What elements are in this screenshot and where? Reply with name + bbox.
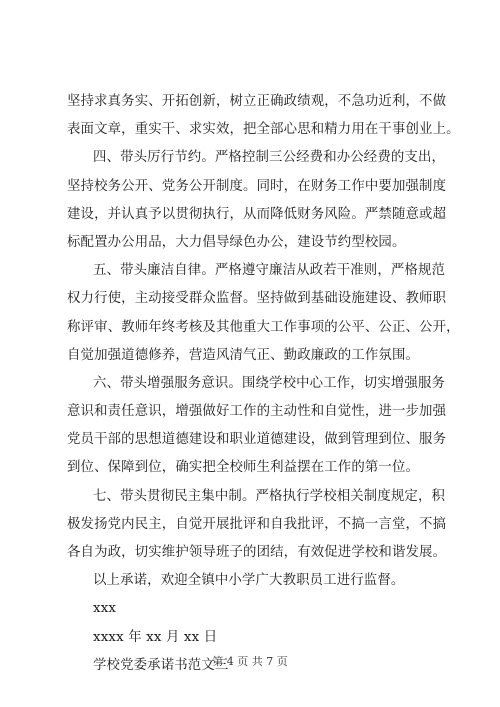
section-heading: 学校党委承诺书范文三 — [93, 657, 229, 673]
text-line: 坚持校务公开、党务公开制度。同时，在财务工作中要加强制度 — [67, 178, 447, 194]
text-line: 以上承诺，欢迎全镇中小学广大教职员工进行监督。 — [93, 573, 405, 589]
text-line: 意识和责任意识，增强做好工作的主动性和自觉性，进一步加强 — [67, 404, 447, 420]
text-line: 到位、保障到位，确实把全校师生利益摆在工作的第一位。 — [67, 460, 420, 476]
text-line: 五、带头廉洁自律。严格遵守廉洁从政若干准则，严格规范 — [93, 263, 446, 279]
page-number-footer: 第 4 页 共 7 页 — [212, 655, 288, 668]
text-line: 各自为政，切实维护领导班子的团结，有效促进学校和谐发展。 — [67, 545, 447, 560]
text-line: 标配置办公用品，大力倡导绿色办公，建设节约型校园。 — [67, 234, 406, 250]
text-line: 六、带头增强服务意识。围绕学校中心工作，切实增强服务 — [93, 375, 446, 391]
text-line: 七、带头贯彻民主集中制。严格执行学校相关制度规定，积 — [93, 488, 446, 504]
text-line: 表面文章，重实干、求实效，把全部心思和精力用在干事创业上。 — [67, 122, 460, 138]
text-line: 坚持求真务实、开拓创新，树立正确政绩观，不急功近利，不做 — [67, 94, 447, 109]
text-line: 建设，并认真予以贯彻执行，从而降低财务风险。严禁随意或超 — [67, 206, 447, 222]
text-line: 极发扬党内民主，自觉开展批评和自我批评，不搞一言堂，不搞 — [67, 516, 447, 532]
text-line: 权力行使，主动接受群众监督。坚持做到基础设施建设、教师职 — [67, 291, 447, 307]
document-body — [67, 88, 460, 680]
text-line: 自觉加强道德修养，营造风清气正、勤政廉政的工作氛围。 — [67, 347, 420, 363]
text-line: 四、带头厉行节约。严格控制三公经费和办公经费的支出， — [93, 150, 446, 166]
signature-date: xxxx 年 xx 月 xx 日 — [93, 629, 218, 645]
text-line: 称评审、教师年终考核及其他重大工作事项的公平、公正、公开， — [67, 319, 460, 335]
text-line: 党员干部的思想道德建设和职业道德建设，做到管理到位、服务 — [67, 432, 447, 448]
signature-name: xxx — [93, 601, 117, 617]
